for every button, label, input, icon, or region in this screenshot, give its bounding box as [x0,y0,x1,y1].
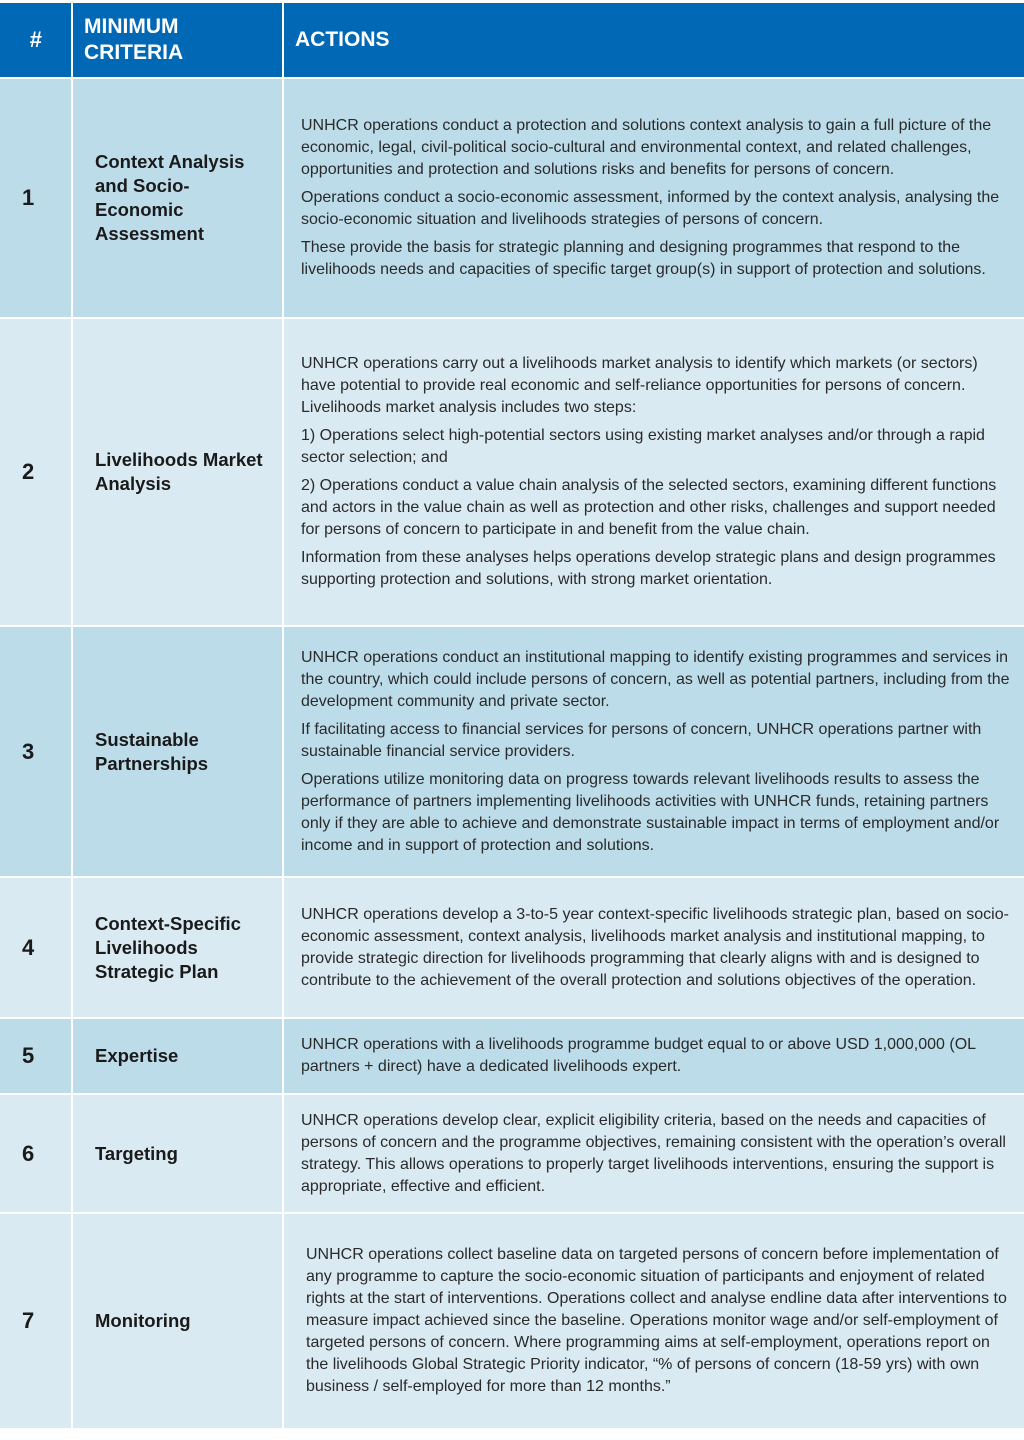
table-row [0,1019,1024,1095]
action-paragraph: UNHCR operations develop clear, explicit eligibility criteria, based on the needs and capacities of persons of concern and the programme objectives, remaining consistent with the operation’s overall strategy. This allows operations to properly target livelihoods interventions, ensuring the support is appropriate, effective and efficient. [301,1111,1006,1195]
table-header [0,3,1024,79]
action-paragraph: UNHCR operations conduct a protection and solutions context analysis to gain a full picture of the economic, legal, civil-political socio-cultural and environmental context, and related challenges, opportunities and protection and solutions risks and benefits for persons of concern. [301,117,992,178]
criteria-label: Context Analysis and Socio-Economic Assessment [73,79,284,317]
criteria-label: Targeting [73,1095,284,1212]
table-row [0,1095,1024,1214]
action-paragraph: 1) Operations select high-potential sectors using existing market analyses and/or through a rapid sector selection; and [301,427,985,466]
header-criteria: MINIMUM CRITERIA [73,3,284,77]
row-number: 5 [0,1019,73,1093]
criteria-label: Context-Specific Livelihoods Strategic Plan [73,878,284,1017]
row-number: 2 [0,319,73,625]
criteria-label: Expertise [73,1019,284,1093]
row-number: 4 [0,878,73,1017]
action-paragraph: UNHCR operations conduct an institutional mapping to identify existing programmes and services in the country, which could include persons of concern, as well as potential partners, including from the development community and private sector. [301,648,1010,710]
action-paragraph: These provide the basis for strategic planning and designing programmes that respond to the livelihoods needs and capacities of specific target group(s) in support of protection and solutions. [301,239,986,278]
action-paragraph: UNHCR operations collect baseline data on targeted persons of concern before implementation of any programme to capture the socio-economic situation of participants and enjoyment of related rights at the start of interventions. Operations collect and analyse endline data after interventions to measure impact achieved since the baseline. Operations monitor wage and/or self-employment of targeted persons of concern. Where programming aims at self-employment, operations report on the livelihoods Global Strategic Priority indicator, “% of persons of concern (18-59 yrs) with own business / self-employed for more than 12 months.” [306,1246,1007,1395]
row-number: 6 [0,1095,73,1212]
table-row [0,627,1024,878]
row-number: 7 [0,1214,73,1428]
actions-cell [284,1214,1024,1428]
header-number: # [0,3,73,77]
criteria-label: Livelihoods Market Analysis [73,319,284,625]
table-row [0,878,1024,1019]
actions-cell [284,878,1024,1017]
action-paragraph: Operations conduct a socio-economic assessment, informed by the context analysis, analysing the socio-economic situation and livelihoods strategies of persons of concern. [301,189,1000,228]
table-row [0,79,1024,319]
action-paragraph: 2) Operations conduct a value chain analysis of the selected sectors, examining different functions and actors in the value chain as well as protection and other risks, challenges and support needed for persons of concern to participate in and benefit from the value chain. [301,477,997,538]
action-paragraph: If facilitating access to financial services for persons of concern, UNHCR operations partner with sustainable financial service providers. [301,720,982,760]
actions-cell [284,1095,1024,1212]
action-paragraph: Information from these analyses helps operations develop strategic plans and design programmes supporting protection and solutions, with strong market orientation. [301,549,996,588]
minimum-criteria-table [0,3,1024,1428]
action-paragraph: Operations utilize monitoring data on progress towards relevant livelihoods results to assess the performance of partners implementing livelihoods activities with UNHCR funds, retaining partners only if they are able to achieve and demonstrate sustainable impact in terms of employment and/or income and in support of protection and solutions. [301,770,1000,854]
action-paragraph: UNHCR operations carry out a livelihoods market analysis to identify which markets (or sectors) have potential to provide real economic and self-reliance opportunities for persons of concern. Livelihoods market analysis includes two steps: [301,355,978,416]
actions-cell [284,627,1024,876]
header-actions: ACTIONS [295,28,390,51]
table-row [0,1214,1024,1428]
table-row [0,319,1024,627]
row-number: 3 [0,627,73,876]
criteria-label: Sustainable Partnerships [73,627,284,876]
actions-cell [284,319,1024,625]
actions-cell [284,79,1024,317]
action-paragraph: UNHCR operations with a livelihoods programme budget equal to or above USD 1,000,000 (OL partners + direct) have a dedicated livelihoods expert. [301,1036,976,1075]
row-number: 1 [0,79,73,317]
actions-cell [284,1019,1024,1093]
criteria-label: Monitoring [73,1214,284,1428]
action-paragraph: UNHCR operations develop a 3-to-5 year context-specific livelihoods strategic plan, based on socio-economic assessment, context analysis, livelihoods market analysis and institutional mapping, to provide strategic direction for livelihoods programming that clearly aligns with and is designed to contribute to the achievement of the overall protection and solutions objectives of the operation. [301,905,1009,989]
